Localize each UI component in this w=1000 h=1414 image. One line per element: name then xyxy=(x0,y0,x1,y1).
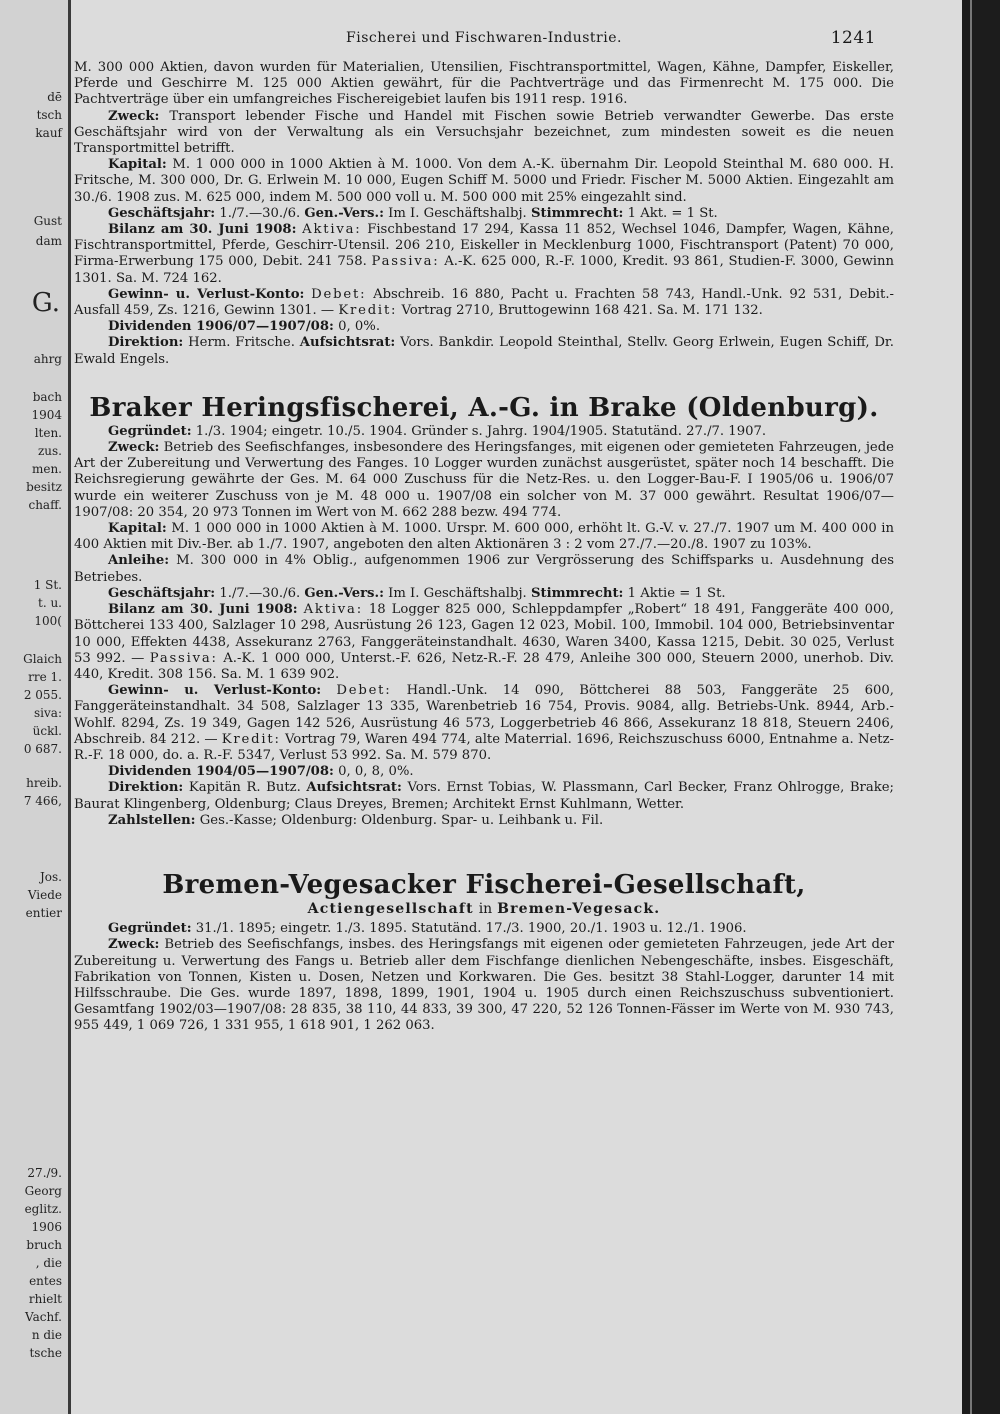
margin-fragment: 7 466, xyxy=(23,794,62,808)
margin-fragment: Gust xyxy=(33,214,62,228)
zweck-paragraph: Zweck: Betrieb des Seefischfanges, insbesondere des Heringsfanges, mit eigenen oder gemieteten Fahrzeugen, jede Art der Zubereitung und Verwertung des Fanges. 10 Logger wurden zunächst ausgerüstet, später noch 14 beschafft. Die Reichsregierung gewährte der Ges. M. 64 000 Zuschuss für die Netz-Res. u. den Logger-Bau-F. I 1905/06 u. 1906/07 wurde ein weiterer Zuschuss von je M. 48 000 u. 1907/08 ein solcher von M. 37 000 gewährt. Resultat 1906/07—1907/08: 20 354, 20 973 Tonnen im Wert von M. 662 288 bezw. 494 774. xyxy=(74,440,894,520)
running-header xyxy=(74,30,894,60)
margin-fragment: men. xyxy=(31,462,62,476)
margin-fragment: 100( xyxy=(34,614,62,628)
margin-fragment: siva: xyxy=(34,706,62,720)
margin-fragment: dē xyxy=(47,90,62,104)
entry-bremen-vegesacker xyxy=(74,869,894,1035)
margin-fragment: bach xyxy=(32,390,62,404)
geschaeftsjahr-paragraph: Geschäftsjahr: 1./7.—30./6. Gen.-Vers.: Im I. Geschäftshalbj. Stimmrecht: 1 Akt. = 1 St. xyxy=(108,205,718,221)
guv-paragraph: Gewinn- u. Verlust-Konto: Debet: Abschreib. 16 880, Pacht u. Frachten 58 743, Handl.-Unk. 92 531, Debit.-Ausfall 459, Zs. 1216, Gewinn 1301. — Kredit: Vortrag 2710, Bruttogewinn 168 421. Sa. M. 171 132. xyxy=(74,286,894,319)
margin-fragment: bruch xyxy=(26,1238,62,1252)
paragraph: M. 300 000 Aktien, davon wurden für Materialien, Utensilien, Fischtransportmittel, Wagen, Kähne, Dampfer, Eiskeller, Pferde und Geschirre M. 125 000 Aktien gewährt, für die Pachtverträge und das Firmenrecht M. 175 000. Die Pachtverträge über ein umfangreiches Fischereigebiet laufen bis 1911 resp. 1916. xyxy=(74,60,894,108)
entry-braker xyxy=(74,392,894,829)
margin-fragment: chaff. xyxy=(28,498,62,512)
margin-fragment: 0 687. xyxy=(23,742,62,756)
dividenden-paragraph: Dividenden 1906/07—1907/08: 0, 0%. xyxy=(108,319,381,335)
entry-continued xyxy=(74,60,894,368)
book-edge xyxy=(962,0,1000,1414)
margin-fragment: rhielt xyxy=(28,1292,62,1306)
zweck-paragraph: Zweck: Transport lebender Fische und Handel mit Fischen sowie Betrieb verwandter Gewerbe. Das erste Geschäftsjahr wird von der Verwaltung als ein Versuchsjahr bezeichnet, zum mindesten soweit es die neuen Transportmittel betrifft. xyxy=(74,108,894,157)
geschaeftsjahr-paragraph: Geschäftsjahr: 1./7.—30./6. Gen.-Vers.: Im I. Geschäftshalbj. Stimmrecht: 1 Aktie = 1 St. xyxy=(108,585,726,601)
margin-fragment: 1 St. xyxy=(33,578,62,592)
zweck-paragraph: Zweck: Betrieb des Seefischfangs, insbes. des Heringsfangs mit eigenen oder gemieteten Fahrzeugen, jede Art der Zubereitung u. Verwertung des Fangs u. Betrieb aller dem Fischfange dienlichen Nebengeschäfte, insbes. Eisgeschäft, Fabrikation von Tonnen, Kisten u. Dosen, Netzen und Korkwaren. Die Ges. besitzt 38 Stahl-Logger, darunter 14 mit Hilfsschraube. Die Ges. wurde 1897, 1898, 1899, 1901, 1904 u. 1905 durch einen Reichszuschuss subventioniert. Gesamtfang 1902/03—1907/08: 28 835, 38 110, 44 833, 39 300, 47 220, 52 126 Tonnen-Fässer im Werte von M. 930 743, 955 449, 1 069 726, 1 331 955, 1 618 901, 1 262 063. xyxy=(74,937,894,1034)
dividenden-paragraph: Dividenden 1904/05—1907/08: 0, 0, 8, 0%. xyxy=(108,764,414,780)
company-title: Bremen-Vegesacker Fischerei-Gesellschaft, xyxy=(162,869,806,900)
margin-fragment: ahrg xyxy=(33,352,62,366)
margin-fragment: kauf xyxy=(35,126,62,140)
margin-fragment: tsche xyxy=(29,1346,62,1360)
margin-fragment: ückl. xyxy=(32,724,62,738)
margin-fragment: entes xyxy=(29,1274,62,1288)
zahlstellen-paragraph: Zahlstellen: Ges.-Kasse; Oldenburg: Oldenburg. Spar- u. Leihbank u. Fil. xyxy=(108,812,604,828)
page-content xyxy=(74,30,894,1035)
margin-fragment: tsch xyxy=(36,108,62,122)
margin-fragment: t. u. xyxy=(38,596,62,610)
margin-fragment: lten. xyxy=(34,426,62,440)
kapital-paragraph: Kapital: M. 1 000 000 in 1000 Aktien à M. 1000. Von dem A.-K. übernahm Dir. Leopold Steinthal M. 680 000. H. Fritsche, M. 300 000, Dr. G. Erlwein M. 10 000, Eugen Schiff M. 5000 und Friedr. Fischer M. 5000 Aktien. Eingezahlt am 30./6. 1908 zus. M. 625 000, indem M. 500 000 voll u. M. 500 000 mit 25% eingezahlt sind. xyxy=(74,157,894,205)
page-number: 1241 xyxy=(830,28,876,48)
margin-fragment: G. xyxy=(31,288,60,318)
bilanz-paragraph: Bilanz am 30. Juni 1908: Aktiva: 18 Logger 825 000, Schleppdampfer „Robert“ 18 491, Fanggeräte 400 000, Böttcherei 133 400, Salzlager 10 298, Ausrüstung 26 123, Gagen 12 023, Mobil. 100, Immobil. 104 000, Betriebsinventar 10 000, Effekten 4438, Assekuranz 2763, Fanggeräteinstandhalt. 4630, Waren 3400, Kassa 1215, Debit. 30 025, Verlust 53 992. — Passiva: A.-K. 1 000 000, Unterst.-F. 626, Netz-R.-F. 28 479, Anleihe 300 000, Steuern 2000, unerhob. Div. 440, Kredit. 308 156. Sa. M. 1 639 902. xyxy=(74,602,894,682)
gegruendet-paragraph: Gegründet: 31./1. 1895; eingetr. 1./3. 1895. Statutänd. 17./3. 1900, 20./1. 1903 u. 12./1. 1906. xyxy=(108,921,747,937)
margin-fragment: 1906 xyxy=(31,1220,62,1234)
margin-fragment: 27./9. xyxy=(27,1166,62,1180)
kapital-paragraph: Kapital: M. 1 000 000 in 1000 Aktien à M. 1000. Urspr. M. 600 000, erhöht lt. G.-V. v. 27./7. 1907 um M. 400 000 in 400 Aktien mit Div.-Ber. ab 1./7. 1907, angeboten den alten Aktionären 3 : 2 vom 27./7.—20./8. 1907 zu 103%. xyxy=(74,521,894,553)
company-subtitle: Actiengesellschaft in Bremen-Vegesack. xyxy=(307,900,661,917)
margin-fragment: Viede xyxy=(27,888,62,902)
margin-fragment: n die xyxy=(31,1328,62,1342)
margin-fragment: Georg xyxy=(24,1184,62,1198)
margin-fragment: rre 1. xyxy=(28,670,62,684)
margin-fragment: , die xyxy=(35,1256,62,1270)
margin-fragment: besitz xyxy=(26,480,62,494)
margin-fragment: dam xyxy=(35,234,62,248)
anleihe-paragraph: Anleihe: M. 300 000 in 4% Oblig., aufgenommen 1906 zur Vergrösserung des Schiffsparks u. Ausdehnung des Betriebes. xyxy=(74,553,894,585)
margin-fragment: hreib. xyxy=(26,776,62,790)
running-title: Fischerei und Fischwaren-Industrie. xyxy=(346,30,622,46)
gegruendet-paragraph: Gegründet: 1./3. 1904; eingetr. 10./5. 1904. Gründer s. Jahrg. 1904/1905. Statutänd. 27./7. 1907. xyxy=(108,423,767,439)
company-title: Braker Heringsfischerei, A.-G. in Brake (Oldenburg). xyxy=(89,392,879,423)
guv-paragraph: Gewinn- u. Verlust-Konto: Debet: Handl.-Unk. 14 090, Böttcherei 88 503, Fanggeräte 25 600, Fanggeräteinstandhalt. 34 508, Salzlager 13 335, Warenbetrieb 16 754, Provis. 9084, allg. Betriebs-Unk. 8944, Arb.-Wohlf. 8294, Zs. 19 349, Gagen 142 526, Ausrüstung 46 573, Loggerbetrieb 46 866, Assekuranz 18 818, Steuern 2406, Abschreib. 84 212. — Kredit: Vortrag 79, Waren 494 774, alte Materrial. 1696, Reichszuschuss 6000, Entnahme a. Netz-R.-F. 18 000, do. a. R.-F. 5347, Verlust 53 992. Sa. M. 579 870. xyxy=(74,683,894,763)
previous-page-margin xyxy=(0,0,71,1414)
margin-fragment: Glaich xyxy=(23,652,62,666)
margin-fragment: 2 055. xyxy=(23,688,62,702)
margin-fragment: eglitz. xyxy=(24,1202,62,1216)
bilanz-paragraph: Bilanz am 30. Juni 1908: Aktiva: Fischbestand 17 294, Kassa 11 852, Wechsel 1046, Dampfer, Wagen, Kähne, Fischtransportmittel, Pferde, Geschirr-Utensil. 206 210, Eiskeller in Mecklenburg 1000, Fischtransport (Patent) 70 000, Firma-Erwerbung 175 000, Debit. 241 758. Passiva: A.-K. 625 000, R.-F. 1000, Kredit. 93 861, Studien-F. 3000, Gewinn 1301. Sa. M. 724 162. xyxy=(74,222,894,286)
margin-fragment: zus. xyxy=(37,444,62,458)
margin-fragment: Jos. xyxy=(39,870,62,884)
margin-fragment: 1904 xyxy=(31,408,62,422)
margin-fragment: entier xyxy=(25,906,62,920)
margin-fragment: Vachf. xyxy=(25,1310,62,1324)
direktion-paragraph: Direktion: Kapitän R. Butz. Aufsichtsrat: Vors. Ernst Tobias, W. Plassmann, Carl Becker, Franz Ohlrogge, Brake; Baurat Klingenberg, Oldenburg; Claus Dreyes, Bremen; Architekt Ernst Kuhlmann, Wetter. xyxy=(74,780,894,812)
direktion-paragraph: Direktion: Herm. Fritsche. Aufsichtsrat: Vors. Bankdir. Leopold Steinthal, Stellv. Georg Erlwein, Eugen Schiff, Dr. Ewald Engels. xyxy=(74,335,894,367)
